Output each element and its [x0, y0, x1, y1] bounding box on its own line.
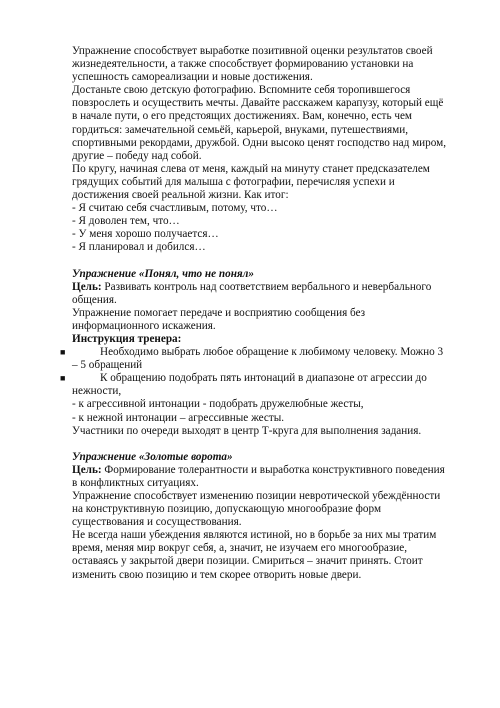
instruction-line: - к агрессивной интонации - подобрать дружелюбные жесты,	[72, 398, 364, 411]
intro-line: гордиться: замечательной семьёй, карьерой, внуками, путешествиями,	[72, 123, 409, 136]
intro-line: Упражнение способствует выработке позитивной оценки результатов своей	[72, 45, 433, 57]
bullet-text: Необходимо выбрать любое обращение к любимому человеку. Можно 3	[100, 346, 444, 359]
goal-label: Цель:	[72, 280, 102, 293]
body-line: оставаясь у закрытой двери позиции. Смириться – значит принять. Стоит	[72, 555, 423, 568]
paragraph-gap	[72, 255, 480, 268]
body-line: на конструктивную позицию, допускающую многообразие форм	[72, 503, 382, 516]
body-line: существования и сосуществования.	[72, 516, 242, 529]
intro-line: успешность самореализации и новые достижения.	[72, 71, 313, 84]
intro-line: спортивными рекордами, дружбой. Одни высоко ценят господство над миром,	[72, 136, 447, 149]
intro-line: - Я считаю себя счастливым, потому, что…	[72, 202, 278, 215]
body-line: Не всегда наши убеждения являются истиной, но в борьбе за них мы тратим	[72, 529, 437, 542]
bullet-item	[60, 346, 480, 359]
bullet-continuation: нежности,	[72, 385, 122, 398]
square-bullet-icon: ■	[60, 373, 66, 384]
square-bullet-icon: ■	[60, 347, 66, 358]
intro-line: - Я доволен тем, что…	[72, 215, 180, 228]
intro-line: жизнедеятельности, а также способствует формированию установки на	[72, 58, 414, 71]
intro-line: повзрослеть и осуществить мечты. Давайте расскажем карапузу, который ещё	[72, 97, 444, 110]
goal-label: Цель:	[72, 463, 102, 476]
paragraph-gap	[72, 438, 480, 451]
body-line: время, меняя мир вокруг себя, а, значит, не изучаем его многообразие,	[72, 542, 408, 555]
intro-line: - У меня хорошо получается…	[72, 228, 219, 241]
goal-text: Формирование толерантности и выработка конструктивного поведения	[101, 463, 445, 476]
intro-line: другие – победу над собой.	[72, 149, 202, 162]
instruction-label: Инструкция тренера:	[72, 332, 182, 345]
intro-line: достижения своей реальной жизни. Как итог:	[72, 189, 289, 202]
intro-line: - Я планировал и добился…	[72, 241, 206, 254]
goal-line: в конфликтных ситуациях.	[72, 476, 199, 489]
goal-text: Развивать контроль над соответствием вербального и невербального	[101, 280, 432, 293]
bullet-continuation: – 5 обращений	[72, 359, 143, 372]
bullet-text: К обращению подобрать пять интонаций в диапазоне от агрессии до	[100, 372, 427, 385]
body-line: Упражнение способствует изменению позиции невротической убеждённости	[72, 490, 441, 502]
bullet-item	[60, 372, 480, 385]
intro-line: Достаньте свою детскую фотографию. Вспомните себя торопившегося	[72, 84, 411, 97]
section-heading: Упражнение «Золотые ворота»	[72, 450, 233, 463]
goal-line	[72, 464, 480, 477]
description-line: Упражнение помогает передаче и восприятию сообщения без	[72, 306, 366, 319]
instruction-line: - к нежной интонации – агрессивные жесты.	[72, 411, 285, 424]
description-line: информационного искажения.	[72, 319, 216, 332]
instruction-line: Участники по очереди выходят в центр Т-круга для выполнения задания.	[72, 424, 422, 437]
goal-line: общения.	[72, 293, 117, 306]
section-heading: Упражнение «Понял, что не понял»	[72, 267, 255, 280]
intro-line: По кругу, начиная слева от меня, каждый на минуту станет предсказателем	[72, 162, 430, 175]
intro-line: в начале пути, о его предстоящих достижениях. Вам, конечно, есть чем	[72, 110, 413, 123]
body-line: изменить свою позицию и тем скорее отворить новые двери.	[72, 568, 362, 581]
document-body	[60, 45, 480, 582]
goal-line	[72, 281, 480, 294]
intro-line: грядущих событий для малыша с фотографии, перечисляя успехи и	[72, 175, 395, 188]
